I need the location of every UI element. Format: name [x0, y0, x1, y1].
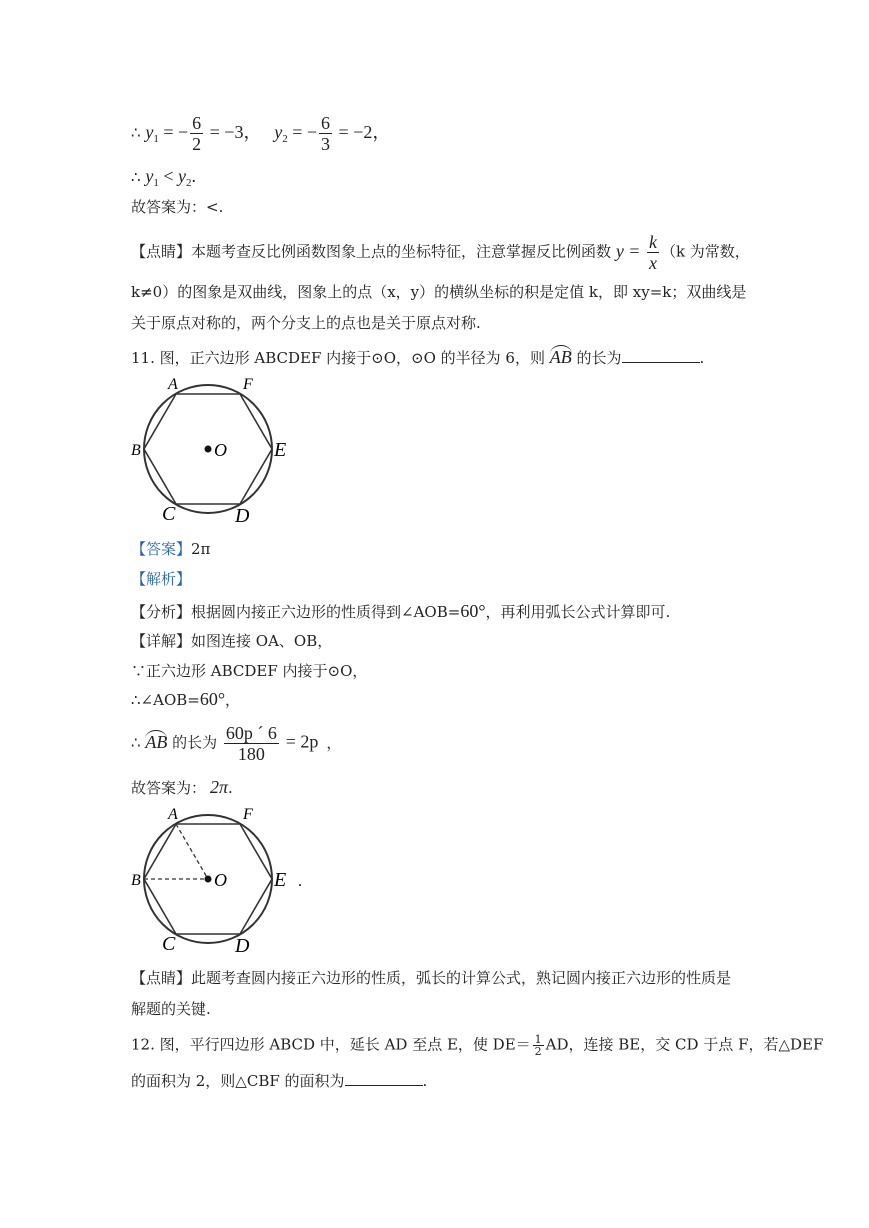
- label-d: D: [235, 935, 250, 956]
- fenxi-text: ，再利用弧长公式计算即可.: [485, 603, 671, 621]
- fraction-6-3: $\frac{6}{3}$: [321, 113, 331, 154]
- question-11: 11. 图，正六边形 ABCDEF 内接于⊙O，⊙O 的半径为 6，则 AB 的长为 .: [131, 343, 704, 368]
- comment-tag: 【点睛】: [131, 969, 192, 987]
- therefore-symbol: ∴: [131, 168, 141, 186]
- question-12-line-2: 的面积为 2，则△CBF 的面积为 .: [131, 1072, 428, 1090]
- hexagon-figure-2: [128, 804, 318, 956]
- fenxi-text: 根据圆内接正六边形的性质得到∠AOB=: [191, 603, 461, 621]
- label-a: A: [168, 806, 178, 823]
- arc-length-result: = 2p: [285, 731, 319, 752]
- label-o: O: [214, 440, 227, 460]
- label-e: E: [274, 439, 287, 461]
- answer-value: 2π: [210, 777, 229, 797]
- xiangjie-row: [131, 631, 332, 651]
- analysis-tag: 【解析】: [131, 570, 192, 588]
- answer-tag: 【答案】: [131, 540, 192, 558]
- solution-line-y-values: [131, 113, 390, 154]
- arc-ab: AB: [550, 343, 572, 367]
- label-a: A: [168, 376, 178, 393]
- therefore-symbol: ∴: [131, 123, 141, 142]
- question-text: 的长为: [576, 349, 622, 367]
- angle-text: ∴∠AOB=: [131, 691, 200, 709]
- answer-row: [131, 539, 210, 559]
- question-text: 11. 图，正六边形 ABCDEF 内接于⊙O，⊙O 的半径为 6，则: [131, 349, 545, 367]
- hexagon-figure-1: [128, 374, 298, 526]
- comment-text: 本题考查反比例函数图象上点的坐标特征，注意掌握反比例函数: [191, 242, 612, 261]
- fenxi-row: [131, 601, 670, 622]
- comment-line-2b: 解题的关键.: [131, 1000, 211, 1018]
- y1-lt-y2: $y_1 < y_2$.: [145, 166, 196, 189]
- center-point: [205, 446, 212, 453]
- formula-y-k-x: y = $\frac{k}{x}$: [615, 232, 657, 273]
- answer-blank: [345, 1071, 423, 1086]
- y1-expression: $y_1$ = − $\frac{6}{2}$ = −3，: [145, 113, 262, 154]
- answer-blank: [622, 348, 700, 363]
- comment-line-3: 关于原点对称的，两个分支上的点也是关于原点对称.: [131, 314, 481, 332]
- label-b: B: [131, 872, 141, 889]
- trailing-period: .: [298, 873, 302, 890]
- label-c: C: [162, 503, 176, 525]
- y2-expression: $y_2$ = − $\frac{6}{3}$ = −2，: [274, 113, 391, 154]
- fraction-1-2: $\frac{1}{2}$: [534, 1033, 542, 1058]
- label-f: F: [243, 806, 253, 823]
- label-o: O: [214, 870, 227, 890]
- arc-ab: AB: [145, 728, 167, 752]
- fenxi-tag: 【分析】: [131, 603, 192, 621]
- answer-line-2: 故答案为： 2π.: [131, 777, 233, 797]
- answer-text: 故答案为：: [131, 779, 207, 797]
- comment-line-2: k≠0）的图象是双曲线，图象上的点（x，y）的横纵坐标的积是定值 k，即 xy=k；双曲线是: [131, 283, 747, 301]
- comment-text: 此题考查圆内接正六边形的性质，弧长的计算公式，熟记圆内接正六边形的性质是: [191, 969, 732, 987]
- center-point: [205, 876, 212, 883]
- xiangjie-tag: 【详解】: [131, 632, 192, 650]
- question-text: 12. 图，平行四边形 ABCD 中，延长 AD 至点 E，使 DE＝: [131, 1035, 531, 1054]
- comment-paragraph-2: [131, 968, 731, 988]
- label-d: D: [235, 505, 250, 526]
- label-f: F: [243, 376, 253, 393]
- therefore-symbol: ∴: [131, 733, 141, 752]
- degree-value: 60°: [199, 689, 226, 709]
- solution-line-compare: [131, 166, 196, 193]
- arc-text: 的长为: [172, 733, 218, 752]
- arc-length-row: ∴ AB 的长为 $\frac{60p ´ 6}{180}$ = 2p ，: [131, 723, 342, 764]
- label-e: E: [274, 869, 287, 891]
- comment-paragraph-1: [131, 232, 750, 273]
- answer-value: 2π: [191, 540, 211, 558]
- question-text: 的面积为 2，则△CBF 的面积为: [131, 1072, 345, 1090]
- arc-length-fraction: $\frac{60p ´ 6}{180}$: [225, 723, 277, 764]
- angle-row: ∴∠AOB=60°，: [131, 689, 241, 709]
- label-b: B: [131, 442, 141, 459]
- degree-value: 60°: [460, 601, 486, 621]
- fraction-6-2: $\frac{6}{2}$: [192, 113, 202, 154]
- comment-tag: 【点睛】: [131, 242, 192, 261]
- answer-line-1: 故答案为：<.: [131, 198, 224, 216]
- segment-oa: [176, 824, 208, 879]
- comment-text: （k 为常数，: [660, 242, 750, 261]
- question-12: [131, 1034, 823, 1057]
- xiangjie-text: 如图连接 OA、OB，: [191, 632, 333, 650]
- because-row: ∵正六边形 ABCDEF 内接于⊙O，: [131, 662, 368, 680]
- label-c: C: [162, 933, 176, 955]
- question-text: AD，连接 BE，交 CD 于点 F，若△DEF: [545, 1035, 824, 1054]
